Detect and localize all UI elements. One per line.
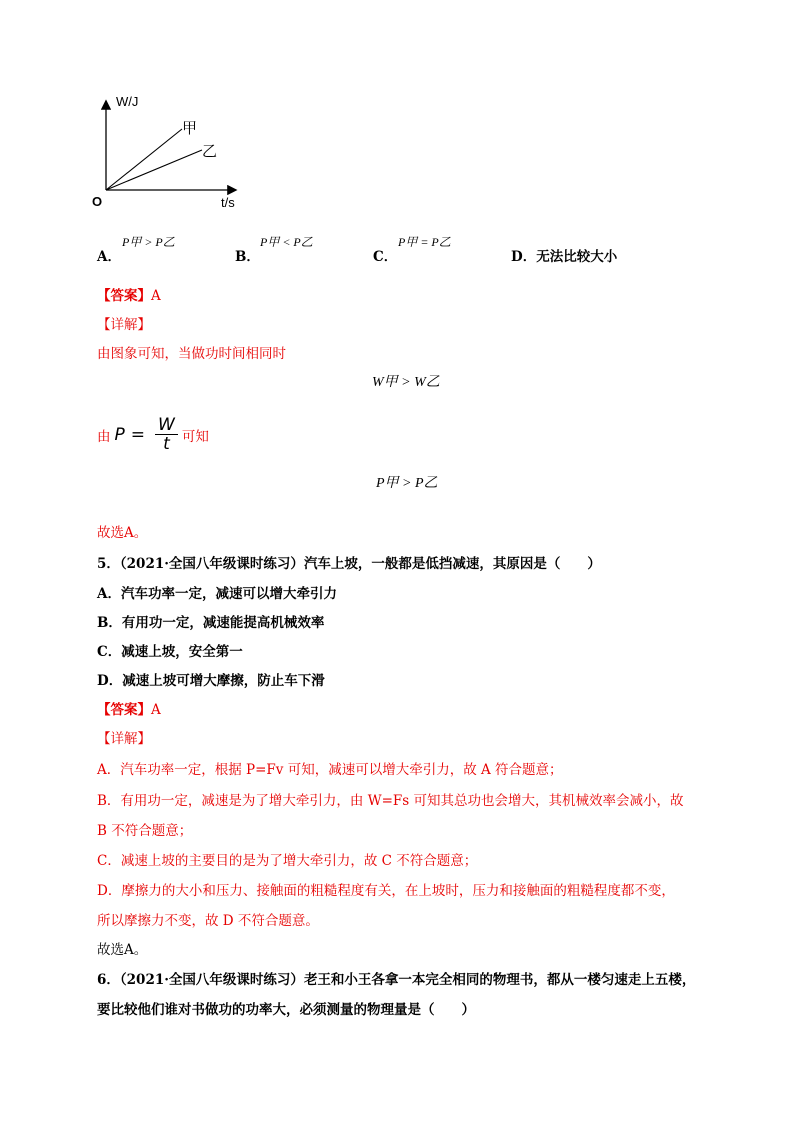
question-5-option-a: A．汽车功率一定，减速可以增大牵引力 xyxy=(97,586,337,602)
question-6-stem-line1 xyxy=(97,968,695,988)
line-yi xyxy=(106,150,202,190)
line-yi-label: 乙 xyxy=(202,142,218,160)
line-jia-label: 甲 xyxy=(182,119,198,137)
answer-line-q4 xyxy=(97,284,161,304)
conclusion-q5: 故选A。 xyxy=(97,942,148,958)
question-5-option-d: D．减速上坡可增大摩擦，防止车下滑 xyxy=(97,673,325,689)
detail-line-a: A．汽车功率一定，根据 P=Fv 可知，减速可以增大牵引力，故 A 符合题意； xyxy=(97,762,563,778)
question-6-source: （2021·全国八年级课时练习） xyxy=(119,972,304,988)
formula-by: 由 xyxy=(97,428,111,445)
option-b-letter: B． xyxy=(235,249,260,265)
formula-equals: = xyxy=(130,424,146,445)
detail-line-q4: 由图象可知，当做功时间相同时 xyxy=(97,346,286,362)
question-6-number: 6． xyxy=(97,972,120,988)
detail-tag-q4: 【详解】 xyxy=(97,317,151,333)
detail-line-d2: 所以摩擦力不变，故 D 不符合题意。 xyxy=(97,913,319,929)
detail-line-b1: B．有用功一定，减速是为了增大牵引力，由 W=Fs 可知其总功也会增大，其机械效率会减小，故 xyxy=(97,793,684,809)
work-time-graph xyxy=(90,90,250,215)
x-axis-label: t/s xyxy=(221,195,235,210)
answer-value: A xyxy=(151,702,161,718)
question-6-text: 老王和小王各拿一本完全相同的物理书，都从一楼匀速走上五楼， xyxy=(303,972,696,988)
question-5-number: 5． xyxy=(97,556,120,572)
option-a-expr: P甲 > P乙 xyxy=(122,235,175,249)
option-a-letter: A． xyxy=(97,249,121,265)
option-c-letter: C． xyxy=(373,249,398,265)
formula-denominator: t xyxy=(163,434,170,454)
y-axis-label: W/J xyxy=(116,94,139,109)
answer-tag: 【答案】 xyxy=(97,702,151,718)
detail-line-b2: B 不符合题意； xyxy=(97,823,193,839)
option-c-expr: P甲 = P乙 xyxy=(398,235,451,249)
detail-tag-q5: 【详解】 xyxy=(97,731,151,747)
formula-line xyxy=(97,416,209,453)
equation-power: P甲 > P乙 xyxy=(376,476,438,491)
answer-tag: 【答案】 xyxy=(97,288,151,304)
question-5-text: 汽车上坡，一般都是低挡减速，其原因是（ ） xyxy=(303,556,601,572)
question-6-stem-line2: 要比较他们谁对书做功的功率大，必须测量的物理量是（ ） xyxy=(97,1002,475,1018)
origin-label: O xyxy=(92,194,103,209)
question-5-source: （2021·全国八年级课时练习） xyxy=(119,556,304,572)
formula-can-know: 可知 xyxy=(181,428,209,445)
detail-line-d1: D．摩擦力的大小和压力、接触面的粗糙程度有关，在上坡时，压力和接触面的粗糙程度都不变， xyxy=(97,883,675,899)
option-b-expr: P甲 < P乙 xyxy=(260,235,313,249)
question-5-stem xyxy=(97,552,601,572)
line-jia xyxy=(106,129,182,190)
detail-line-c: C．减速上坡的主要目的是为了增大牵引力，故 C 不符合题意； xyxy=(97,853,478,869)
question-5-option-c: C．减速上坡，安全第一 xyxy=(97,644,243,660)
formula-numerator: W xyxy=(155,416,178,435)
answer-line-q5 xyxy=(97,698,161,718)
answer-value: A xyxy=(151,288,161,304)
conclusion-q4: 故选A。 xyxy=(97,525,148,541)
option-d: D．无法比较大小 xyxy=(511,249,618,265)
formula-lhs: P xyxy=(114,424,125,445)
equation-work: W甲 > W乙 xyxy=(372,375,440,390)
formula-fraction xyxy=(155,416,178,453)
question-5-option-b: B．有用功一定，减速能提高机械效率 xyxy=(97,615,325,631)
